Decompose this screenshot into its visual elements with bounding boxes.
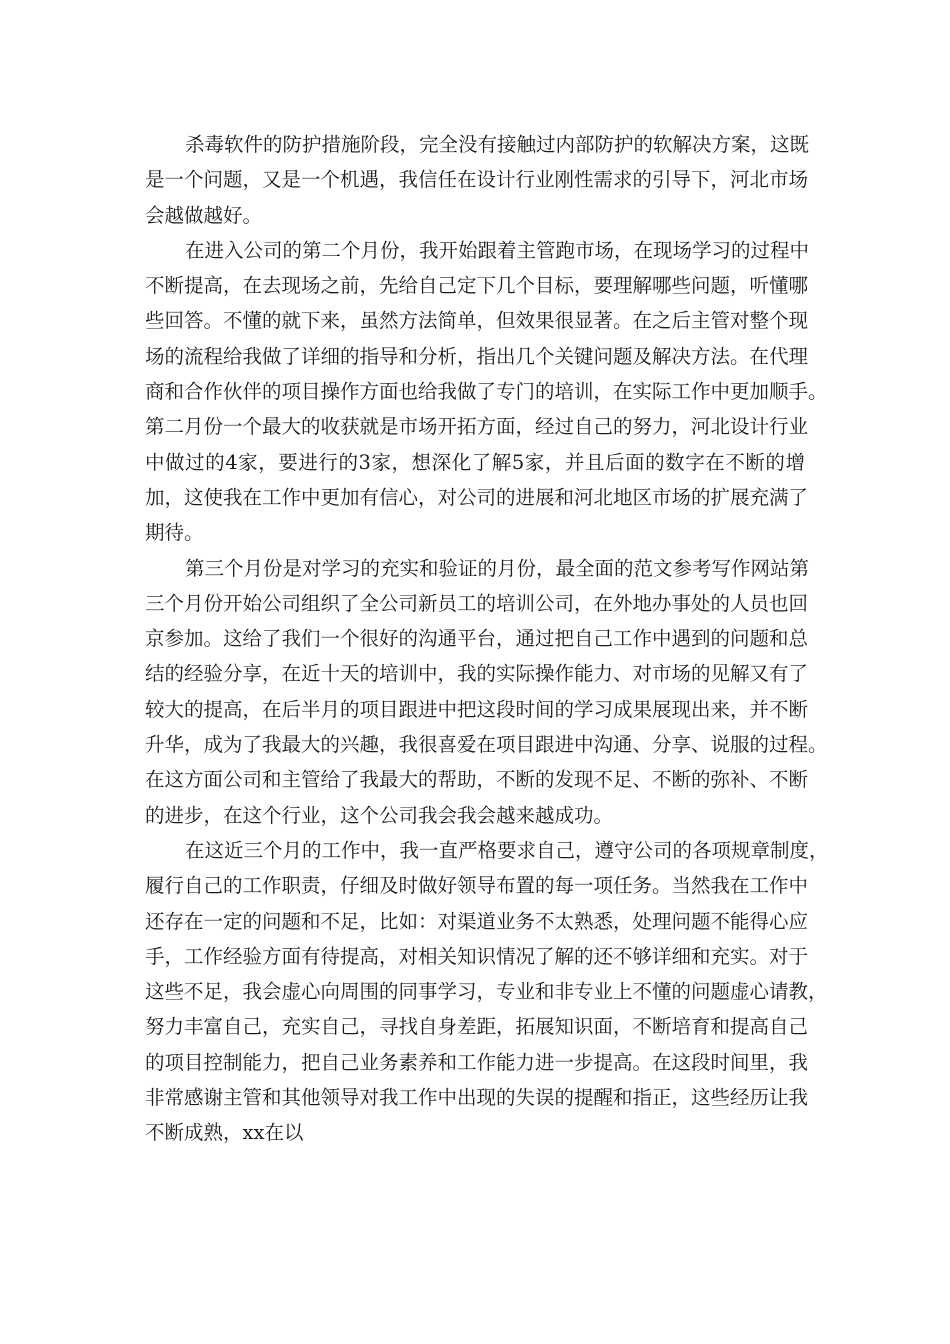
- text-line: 还存在一定的问题和不足，比如：对渠道业务不太熟悉，处理问题不能得心应: [145, 909, 809, 933]
- text-line: 结的经验分享，在近十天的培训中，我的实际操作能力、对市场的见解又有了: [145, 662, 809, 686]
- text-line: 加，这使我在工作中更加有信心，对公司的进展和河北地区市场的扩展充满了: [145, 485, 809, 509]
- text-line: 非常感谢主管和其他领导对我工作中出现的失误的提醒和指正，这些经历让我: [145, 1086, 809, 1110]
- text-line: 场的流程给我做了详细的指导和分析，指出几个关键问题及解决方法。在代理: [145, 344, 809, 368]
- text-line: 期待。: [145, 521, 204, 545]
- text-line: 不断成熟，xx在以: [145, 1121, 304, 1145]
- text-line: 不断提高，在去现场之前，先给自己定下几个目标，要理解哪些问题，听懂哪: [145, 274, 809, 298]
- paragraph-3: [145, 551, 828, 833]
- text-line: 会越做越好。: [145, 203, 263, 227]
- text-line: 的进步，在这个行业，这个公司我会我会越来越成功。: [145, 803, 614, 827]
- text-line: 在进入公司的第二个月份，我开始跟着主管跑市场，在现场学习的过程中: [185, 238, 810, 262]
- text-line: 较大的提高，在后半月的项目跟进中把这段时间的学习成果展现出来，并不断: [145, 697, 809, 721]
- text-line: 在这方面公司和主管给了我最大的帮助，不断的发现不足、不断的弥补、不断: [145, 768, 809, 792]
- text-line: 在这近三个月的工作中，我一直严格要求自己，遵守公司的各项规章制度，: [185, 838, 829, 862]
- text-line: 中做过的4家，要进行的3家，想深化了解5家，并且后面的数字在不断的增: [145, 450, 805, 474]
- text-line: 升华，成为了我最大的兴趣，我很喜爱在项目跟进中沟通、分享、说服的过程。: [145, 733, 828, 757]
- text-line: 商和合作伙伴的项目操作方面也给我做了专门的培训，在实际工作中更加顺手。: [145, 380, 828, 404]
- text-line: 些回答。不懂的就下来，虽然方法简单，但效果很显著。在之后主管对整个现: [145, 309, 809, 333]
- paragraph-4: [145, 833, 829, 1151]
- paragraph-2: [145, 233, 828, 551]
- document-body: [145, 127, 829, 1151]
- text-line: 是一个问题，又是一个机遇，我信任在设计行业刚性需求的引导下，河北市场: [145, 168, 809, 192]
- text-line: 杀毒软件的防护措施阶段，完全没有接触过内部防护的软解决方案，这既: [185, 133, 810, 156]
- text-line: 京参加。这给了我们一个很好的沟通平台，通过把自己工作中遇到的问题和总: [145, 627, 809, 651]
- text-line: 第二月份一个最大的收获就是市场开拓方面，经过自己的努力，河北设计行业: [145, 415, 809, 439]
- text-line: 手，工作经验方面有待提高，对相关知识情况了解的还不够详细和充实。对于: [145, 944, 809, 968]
- paragraph-1: [145, 127, 810, 233]
- text-line: 的项目控制能力，把自己业务素养和工作能力进一步提高。在这段时间里，我: [145, 1050, 809, 1074]
- text-line: 履行自己的工作职责，仔细及时做好领导布置的每一项任务。当然我在工作中: [145, 874, 809, 898]
- text-line: 这些不足，我会虚心向周围的同事学习，专业和非专业上不懂的问题虚心请教，: [145, 980, 828, 1004]
- text-line: 努力丰富自己，充实自己，寻找自身差距，拓展知识面，不断培育和提高自己: [145, 1015, 809, 1039]
- text-line: 三个月份开始公司组织了全公司新员工的培训公司，在外地办事处的人员也回: [145, 591, 809, 615]
- text-line: 第三个月份是对学习的充实和验证的月份，最全面的范文参考写作网站第: [185, 556, 810, 580]
